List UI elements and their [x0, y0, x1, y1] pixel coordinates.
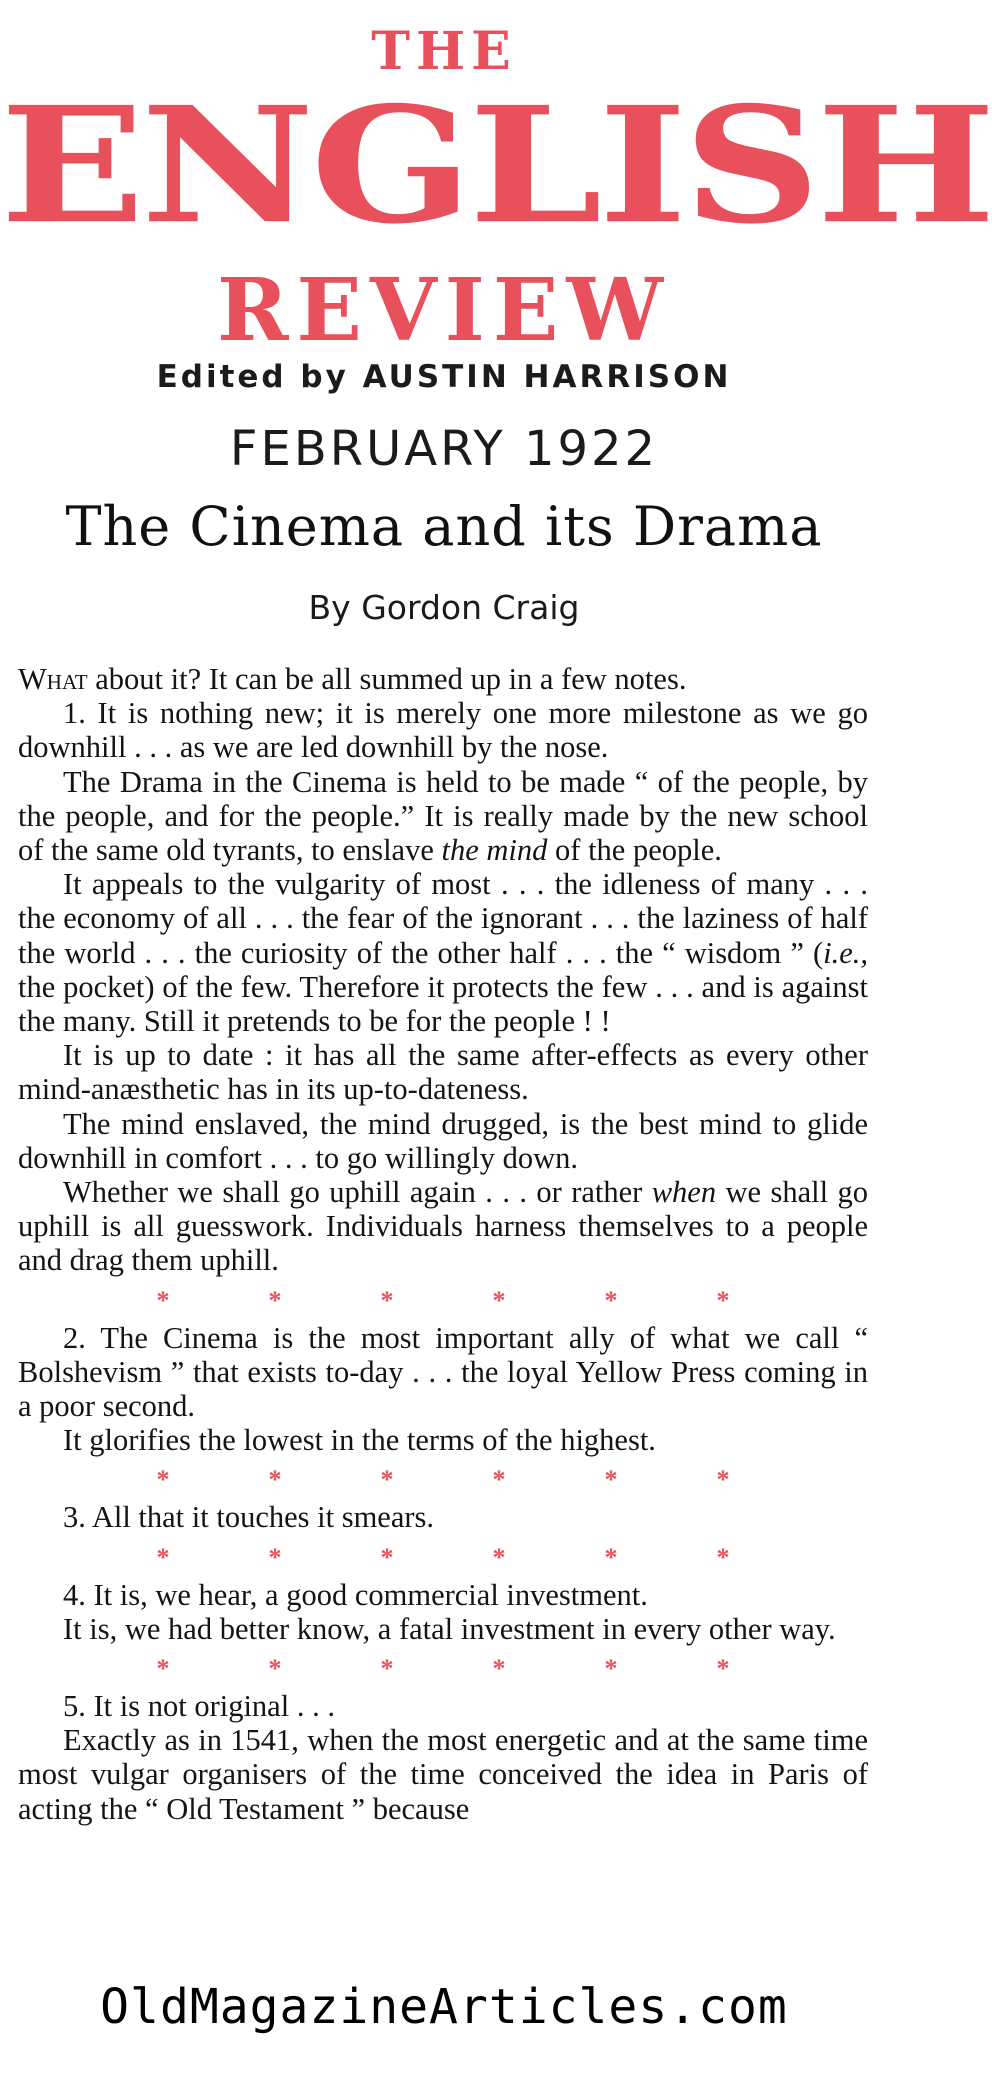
star-ornament: * [716, 1542, 730, 1572]
star-ornament: * [492, 1654, 506, 1684]
paragraph-3-italic: i.e., [823, 935, 868, 970]
star-ornament: * [380, 1465, 394, 1495]
star-ornament: * [156, 1285, 170, 1315]
star-ornament: * [492, 1285, 506, 1315]
paragraph-3-text: It appeals to the vulgarity of most . . . the idleness of many . . . the economy of all . . . the fear of the ignorant . . . the laziness of half the world . . . the curiosity of the other half . . . the “ wisdom ” ( [18, 867, 868, 970]
paragraph-2-text: The Drama in the Cinema is held to be made “ of the people, by the people, and for the people.” It is really made by the new school of the same old tyrants, to enslave [18, 764, 868, 868]
section-4-paragraph-1: 4. It is, we hear, a good commercial investment. [63, 1577, 648, 1612]
footer-watermark: OldMagazineArticles.com [100, 1979, 788, 2035]
star-ornament: * [716, 1465, 730, 1495]
section-2-paragraph-1: 2. The Cinema is the most important ally of what we call “ Bolshevism ” that exists to-day . . . the loyal Yellow Press coming in a poor second. [18, 1320, 868, 1424]
opening-text: about it? It can be all summed up in a few notes. [87, 662, 687, 696]
star-ornament: * [604, 1465, 618, 1495]
masthead-the: THE [371, 21, 517, 82]
opening-word: What [18, 662, 88, 696]
section-divider [18, 1649, 868, 1685]
star-ornament: * [380, 1654, 394, 1684]
star-ornament: * [156, 1654, 170, 1684]
issue-date: FEBRUARY 1922 [229, 421, 659, 477]
star-ornament: * [604, 1542, 618, 1572]
paragraph-6-italic: when [651, 1175, 717, 1210]
editor-credit: Edited by AUSTIN HARRISON [156, 359, 732, 395]
star-ornament: * [380, 1542, 394, 1572]
star-ornament: * [268, 1285, 282, 1315]
section-4-paragraph-2: It is, we had better know, a fatal investment in every other way. [63, 1611, 836, 1646]
star-ornament: * [268, 1654, 282, 1684]
paragraph-6-end: we shall go uphill is all guesswork. Individuals harness themselves to a people and drag them uphill. [18, 1175, 868, 1278]
masthead-english: ENGLISH [0, 71, 992, 260]
paragraph-6-text: Whether we shall go uphill again . . . or rather [63, 1175, 652, 1210]
section-2-paragraph-2: It glorifies the lowest in the terms of the highest. [63, 1423, 656, 1458]
paragraph-3-end: the pocket) of the few. Therefore it protects the few . . . and is against the many. Still it pretends to be for the people ! ! [18, 969, 868, 1039]
section-divider [18, 1460, 868, 1496]
star-ornament: * [604, 1285, 618, 1315]
paragraph-1: 1. It is nothing new; it is merely one more milestone as we go downhill . . . as we are led downhill by the nose. [18, 696, 868, 765]
paragraph-5: The mind enslaved, the mind drugged, is the best mind to glide downhill in comfort . . . to go willingly down. [18, 1106, 868, 1175]
star-ornament: * [492, 1542, 506, 1572]
paragraph-2-italic: the mind [441, 833, 548, 868]
paragraph-3 [18, 867, 868, 1038]
masthead-review: REVIEW [216, 260, 672, 361]
star-ornament: * [492, 1465, 506, 1495]
star-ornament: * [716, 1285, 730, 1315]
star-ornament: * [156, 1465, 170, 1495]
article-body [18, 662, 868, 1826]
article-title: The Cinema and its Drama [65, 495, 823, 558]
section-divider [18, 1281, 868, 1317]
byline: By Gordon Craig [308, 588, 580, 627]
section-5-paragraph-2: Exactly as in 1541, when the most energetic and at the same time most vulgar organisers of the time conceived the idea in Paris of acting the “ Old Testament ” because [18, 1723, 868, 1826]
paragraph-2-end: of the people. [547, 833, 722, 868]
star-ornament: * [604, 1654, 618, 1684]
section-divider [18, 1538, 868, 1574]
paragraph-2 [18, 765, 868, 868]
star-ornament: * [268, 1542, 282, 1572]
paragraph-opening [18, 662, 868, 696]
section-3-paragraph: 3. All that it touches it smears. [63, 1500, 435, 1535]
star-ornament: * [156, 1542, 170, 1572]
section-5-paragraph-1: 5. It is not original . . . [63, 1689, 335, 1724]
paragraph-4: It is up to date : it has all the same after-effects as every other mind-anæsthetic has in its up-to-dateness. [18, 1038, 868, 1107]
paragraph-6 [18, 1175, 868, 1278]
star-ornament: * [268, 1465, 282, 1495]
star-ornament: * [716, 1654, 730, 1684]
star-ornament: * [380, 1285, 394, 1315]
